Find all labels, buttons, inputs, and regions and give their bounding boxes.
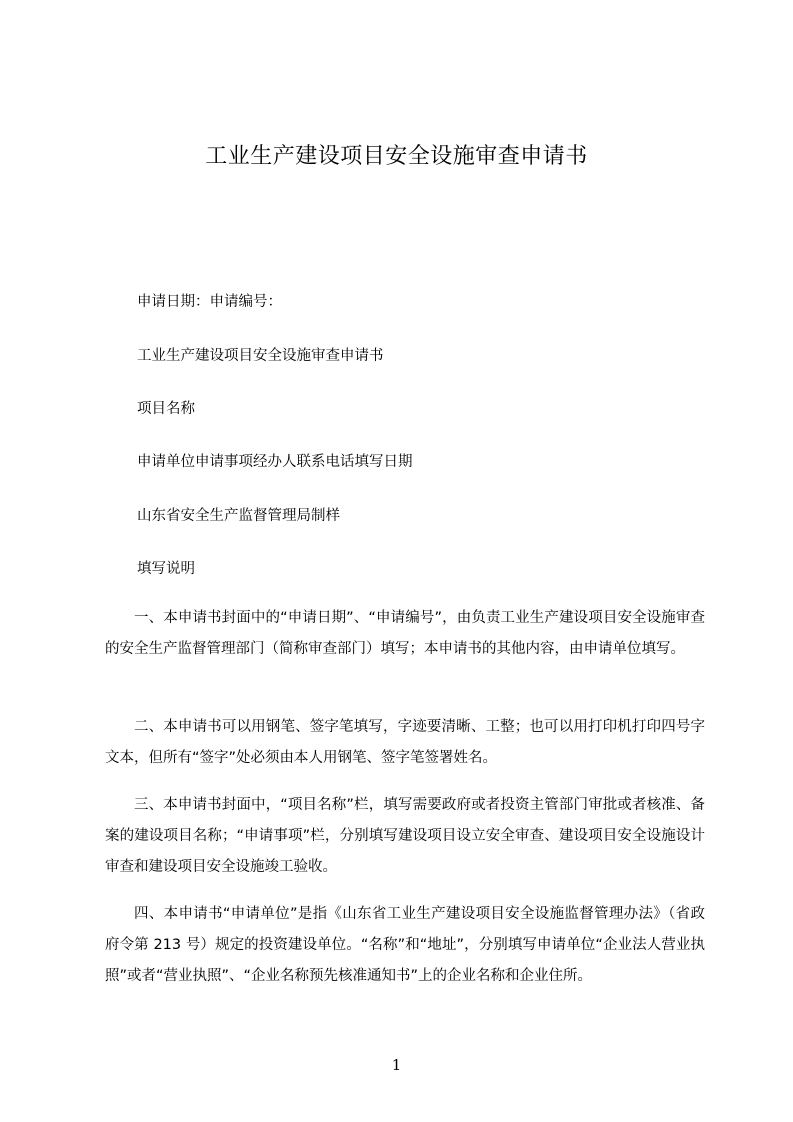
- instruction-paragraph-3: 三、本申请书封面中，“项目名称”栏，填写需要政府或者投资主管部门审批或者核准、备案的建设项目名称；“申请事项”栏，分别填写建设项目设立安全审查、建设项目安全设施设计审查和建设项目安全设施竣工验收。: [105, 797, 705, 875]
- project-name-line: 项目名称: [137, 401, 195, 417]
- application-date-number-line: 申请日期：申请编号：: [137, 294, 282, 310]
- instructions-heading: 填写说明: [137, 561, 195, 577]
- applicant-info-line: 申请单位申请事项经办人联系电话填写日期: [137, 454, 413, 470]
- instruction-paragraph-1: 一、本申请书封面中的“申请日期”、“申请编号”，由负责工业生产建设项目安全设施审查的安全生产监督管理部门（简称审查部门）填写；本申请书的其他内容，由申请单位填写。: [105, 610, 705, 657]
- page-title: 工业生产建设项目安全设施审查申请书: [205, 144, 588, 169]
- issuer-line: 山东省安全生产监督管理局制样: [137, 508, 340, 524]
- page-number: 1: [391, 1056, 402, 1074]
- instruction-paragraph-2: 二、本申请书可以用钢笔、签字笔填写，字迹要清晰、工整；也可以用打印机打印四号字文本，但所有“签字”处必须由本人用钢笔、签字笔签署姓名。: [105, 719, 705, 766]
- cover-title-line: 工业生产建设项目安全设施审查申请书: [137, 348, 384, 364]
- instruction-paragraph-4: 四、本申请书“申请单位”是指《山东省工业生产建设项目安全设施监督管理办法》（省政府令第 213 号）规定的投资建设单位。“名称”和“地址”，分别填写申请单位“企业法人营业执照”或者“营业执照”、“企业名称预先核准通知书”上的企业名称和企业住所。: [105, 906, 705, 984]
